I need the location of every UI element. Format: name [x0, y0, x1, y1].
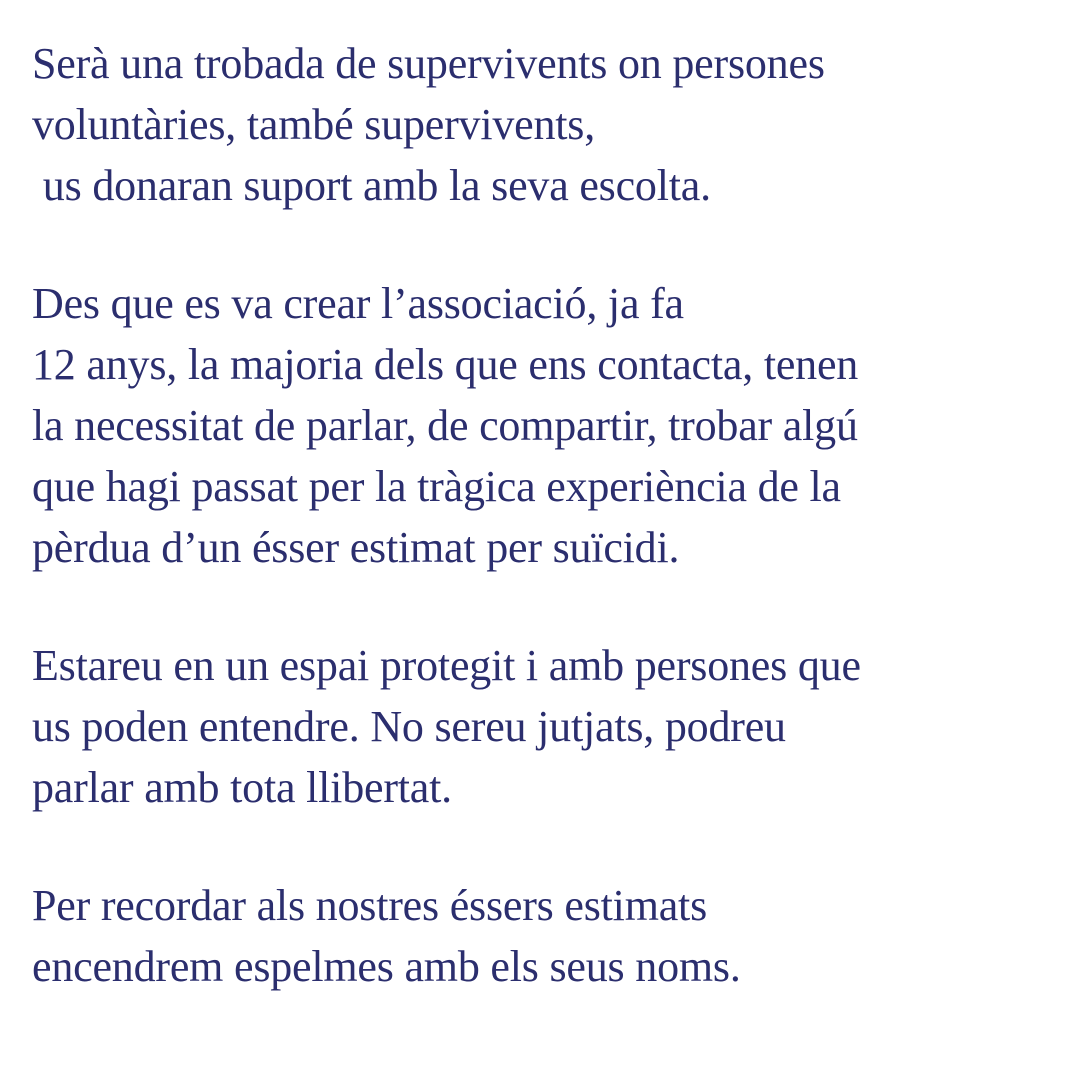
text-line: us donaran suport amb la seva escolta.	[32, 161, 711, 210]
text-line: Estareu en un espai protegit i amb persones que	[32, 641, 861, 690]
text-line: Serà una trobada de supervivents on persones	[32, 39, 825, 88]
text-line: voluntàries, també supervivents,	[32, 100, 596, 149]
text-line: parlar amb tota llibertat.	[32, 763, 452, 812]
text-line: encendrem espelmes amb els seus noms.	[32, 942, 741, 991]
paragraph-association-history	[32, 273, 1052, 578]
paragraph-meeting-description	[32, 33, 1052, 216]
text-line: Des que es va crear l’associació, ja fa	[32, 279, 684, 328]
text-line: la necessitat de parlar, de compartir, trobar algú	[32, 401, 858, 450]
text-line: us poden entendre. No sereu jutjats, podreu	[32, 702, 786, 751]
text-line: 12 anys, la majoria dels que ens contacta, tenen	[32, 340, 859, 389]
paragraph-candles	[32, 875, 1052, 997]
paragraph-safe-space	[32, 635, 1052, 818]
text-line: Per recordar als nostres éssers estimats	[32, 881, 708, 930]
text-line: pèrdua d’un ésser estimat per suïcidi.	[32, 523, 680, 572]
text-line: que hagi passat per la tràgica experiència de la	[32, 462, 841, 511]
